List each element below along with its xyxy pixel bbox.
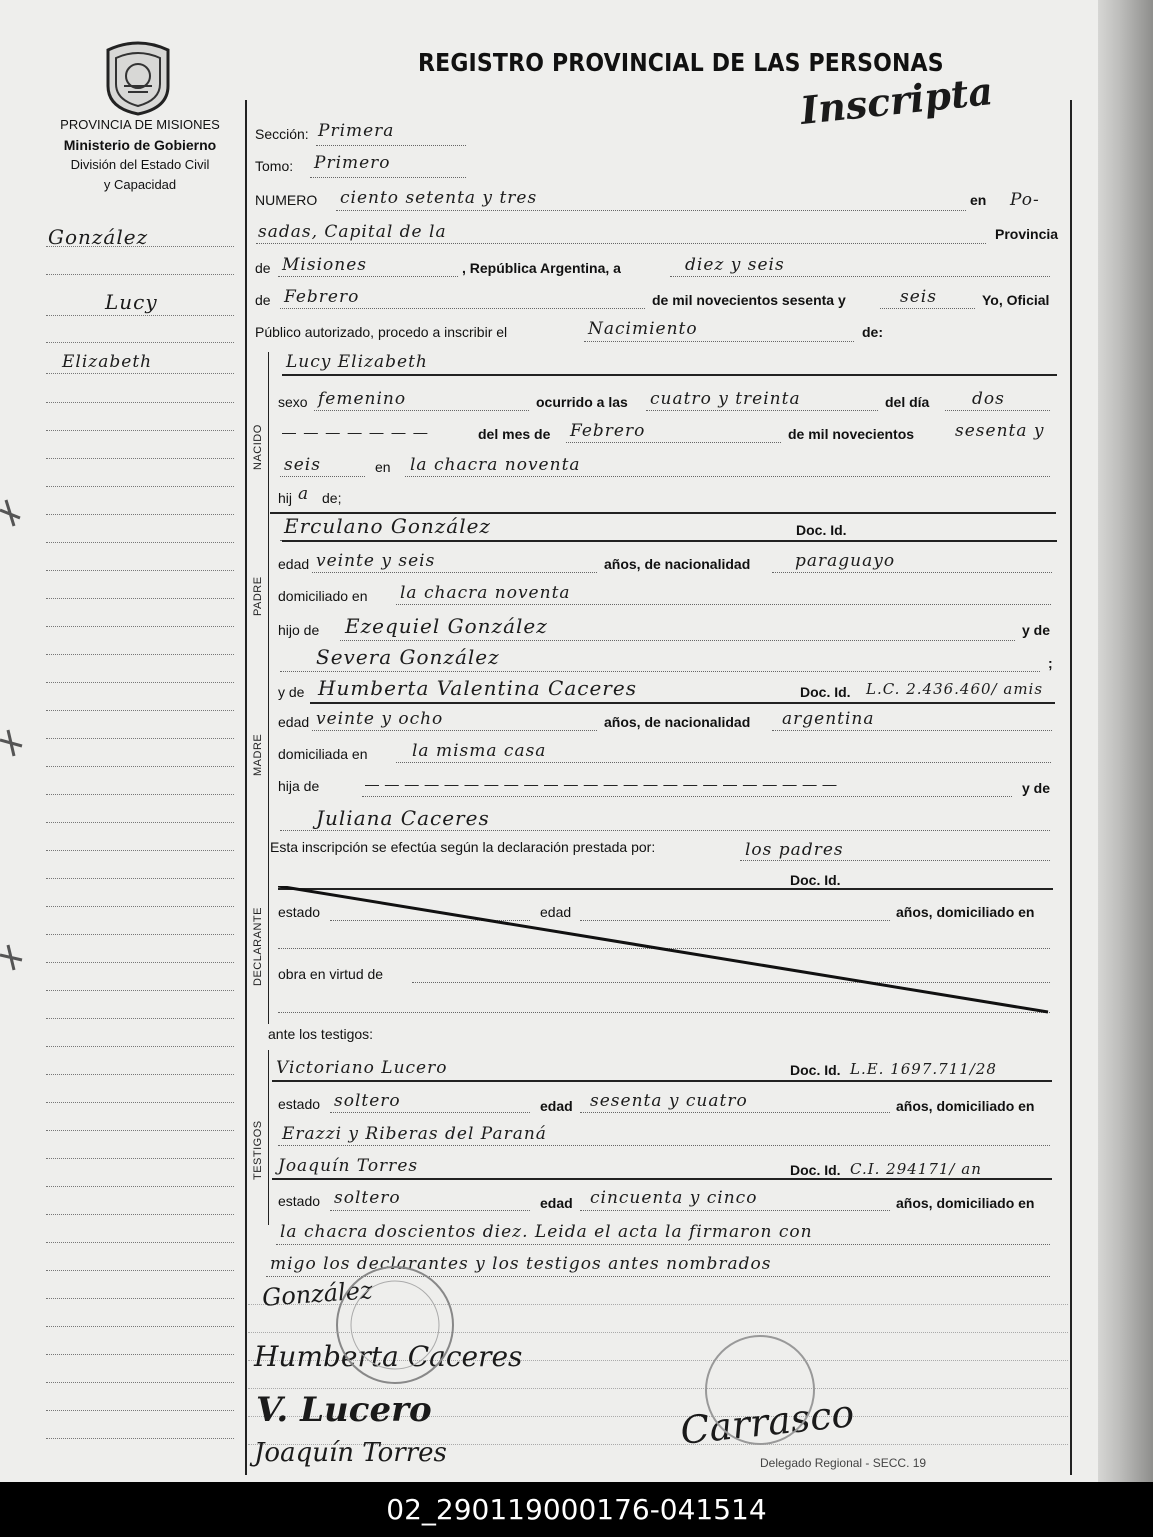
en-continuation-value: sadas, Capital de la xyxy=(258,222,447,242)
de-label: de xyxy=(255,260,271,276)
en-lugar-label: en xyxy=(375,459,391,475)
madre-nac-label: años, de nacionalidad xyxy=(604,714,751,730)
hora-value: cuatro y treinta xyxy=(650,389,801,409)
padre-hijo-de-label: hijo de xyxy=(278,622,320,638)
right-border xyxy=(1070,100,1072,1475)
signature-oficial: Carrasco xyxy=(678,1391,857,1453)
signature-humberta-caceres: Humberta Caceres xyxy=(254,1340,523,1373)
anio-acta-value: seis xyxy=(900,287,937,307)
provincia-value: Misiones xyxy=(282,255,367,275)
lugar-nacido-value: la chacra noventa xyxy=(410,455,581,475)
cancel-slash-line xyxy=(278,886,1053,1016)
madre-nombre: Humberta Valentina Caceres xyxy=(318,676,637,700)
madre-doc-label: Doc. Id. xyxy=(800,684,851,700)
official-stamp-icon xyxy=(330,1260,460,1390)
yo-oficial-label: Yo, Oficial xyxy=(982,292,1050,308)
testigo-2-estado: soltero xyxy=(334,1188,401,1208)
testigo-2-doc: C.I. 294171/ an xyxy=(850,1160,982,1178)
testigo-1-nombre: Victoriano Lucero xyxy=(276,1058,448,1078)
en-start-value: Po- xyxy=(1010,190,1040,210)
padre-domicilio: la chacra noventa xyxy=(400,583,571,603)
testigo-2-domicilio-1: la chacra doscientos diez. Leida el acta la firmaron con xyxy=(280,1222,813,1242)
dia-dashes: — — — — — — — xyxy=(282,424,430,440)
nombre-value: Lucy Elizabeth xyxy=(286,352,428,372)
testigo-2-edad: cincuenta y cinco xyxy=(590,1188,758,1208)
dia-acta-value: diez y seis xyxy=(685,255,785,275)
testigo-1-edad-label: edad xyxy=(540,1098,573,1114)
section-testigos: TESTIGOS xyxy=(252,1120,264,1180)
en-label: en xyxy=(970,192,987,208)
numero-label: NUMERO xyxy=(255,192,318,208)
declarante-obra-label: obra en virtud de xyxy=(278,966,384,982)
section-madre: MADRE xyxy=(252,733,264,776)
hij-label: hij xyxy=(278,490,293,506)
seccion-label: Sección: xyxy=(255,126,309,142)
testigo-1-estado: soltero xyxy=(334,1091,401,1111)
padre-madre: Severa González xyxy=(316,645,500,669)
official-stamp-2-icon xyxy=(700,1330,820,1450)
tomo-label: Tomo: xyxy=(255,158,294,174)
footer-id-bar: 02_290119000176-041514 xyxy=(0,1482,1153,1537)
signature-gonzalez: González xyxy=(261,1276,374,1312)
padre-padre: Ezequiel González xyxy=(345,614,548,638)
madre-y-de-label: y de xyxy=(278,684,305,700)
testigo-1-edad: sesenta y cuatro xyxy=(590,1091,748,1111)
padre-edad-value: veinte y seis xyxy=(316,551,436,571)
declarante-anos-label: años, domiciliado en xyxy=(896,904,1035,920)
issuer-block xyxy=(30,115,250,195)
testigo-1-doc: L.E. 1697.711/28 xyxy=(850,1060,997,1078)
hij-de-label: de; xyxy=(322,490,342,506)
delegado-stamp-text: Delegado Regional - SECC. 19 xyxy=(760,1456,927,1470)
section-nacido: NACIDO xyxy=(252,424,264,470)
inscripta-annotation: Inscripta xyxy=(798,68,995,133)
padre-semicolon: ; xyxy=(1048,655,1053,671)
mes-value: Febrero xyxy=(570,421,646,441)
provincia-label: Provincia xyxy=(995,226,1059,242)
testigo-2-anos-label: años, domiciliado en xyxy=(896,1195,1035,1211)
testigo-1-domicilio: Erazzi y Riberas del Paraná xyxy=(282,1124,547,1144)
madre-nacionalidad: argentina xyxy=(782,709,875,729)
madre-domicilio: la misma casa xyxy=(412,741,547,761)
mes-acta-value: Febrero xyxy=(284,287,360,307)
del-mes-label: del mes de xyxy=(478,426,551,442)
testigo-1-doc-label: Doc. Id. xyxy=(790,1062,841,1078)
declarante-doc-label: Doc. Id. xyxy=(790,872,841,888)
tipo-value: Nacimiento xyxy=(588,319,698,339)
provincial-seal-icon xyxy=(100,36,176,116)
binding-stitch-icon xyxy=(0,490,30,990)
sexo-label: sexo xyxy=(278,394,308,410)
madre-y-de-2-label: y de xyxy=(1022,780,1051,796)
numero-value: ciento setenta y tres xyxy=(340,188,538,208)
padre-doc-label: Doc. Id. xyxy=(796,522,847,538)
ocurrido-label: ocurrido a las xyxy=(536,394,628,410)
ministry-label: Ministerio de Gobierno xyxy=(63,137,217,153)
sexo-value: femenino xyxy=(318,389,407,409)
signature-torres: Joaquín Torres xyxy=(254,1438,447,1468)
padre-dom-label: domiciliado en xyxy=(278,588,368,604)
testigo-1-anos-label: años, domiciliado en xyxy=(896,1098,1035,1114)
margin-divider xyxy=(245,100,247,1475)
dia-value: dos xyxy=(972,389,1005,409)
esta-inscripcion-label: Esta inscripción se efectúa según la declaración prestada por: xyxy=(270,839,656,855)
padre-edad-label: edad xyxy=(278,556,310,572)
testigo-2-domicilio-2: migo los declarantes y los testigos antes nombrados xyxy=(270,1254,772,1274)
declarante-estado-label: estado xyxy=(278,904,321,920)
testigo-2-doc-label: Doc. Id. xyxy=(790,1162,841,1178)
capacity-label: y Capacidad xyxy=(103,177,177,192)
next-page-edge xyxy=(1098,0,1153,1482)
republica-label: , República Argentina, a xyxy=(462,260,621,276)
signature-lucero: V. Lucero xyxy=(256,1390,432,1430)
seccion-value: Primera xyxy=(318,121,395,141)
padre-nac-label: años, de nacionalidad xyxy=(604,556,751,572)
de-mil-nov-label: de mil novecientos xyxy=(788,426,915,442)
section-padre: PADRE xyxy=(252,576,264,616)
anio-label: de mil novecientos sesenta y xyxy=(652,292,846,308)
margin-name-2: Elizabeth xyxy=(62,352,153,372)
madre-dom-label: domiciliada en xyxy=(278,746,368,762)
margin-surname: González xyxy=(48,225,149,249)
margin-name-1: Lucy xyxy=(105,290,158,314)
padre-nombre: Erculano González xyxy=(284,514,491,538)
madre-edad-value: veinte y ocho xyxy=(316,709,444,729)
padre-y-de-label: y de xyxy=(1022,622,1051,638)
madre-doc-value: L.C. 2.436.460/ amis xyxy=(866,680,1044,698)
tomo-value: Primero xyxy=(314,153,391,173)
testigo-1-estado-label: estado xyxy=(278,1096,321,1112)
declarante-edad-label: edad xyxy=(540,904,572,920)
testigo-2-edad-label: edad xyxy=(540,1195,573,1211)
province-label: PROVINCIA DE MISIONES xyxy=(60,117,220,132)
section-declarante: DECLARANTE xyxy=(252,907,264,986)
testigo-2-nombre: Joaquín Torres xyxy=(278,1156,419,1176)
madre-edad-label: edad xyxy=(278,714,310,730)
padre-nacionalidad: paraguayo xyxy=(795,551,896,571)
section-divider xyxy=(268,352,269,1024)
de-colon-label: de: xyxy=(862,324,883,340)
publico-label: Público autorizado, procedo a inscribir el xyxy=(255,324,508,340)
de2-label: de xyxy=(255,292,271,308)
madre-hija-de-label: hija de xyxy=(278,778,320,794)
madre-padre-dashes: — — — — — — — — — — — — — — — — — — — — — — — — xyxy=(365,776,838,792)
section-divider-testigos xyxy=(268,1050,269,1225)
anio-1-value: sesenta y xyxy=(955,421,1045,441)
page-title: REGISTRO PROVINCIAL DE LAS PERSONAS xyxy=(418,48,944,77)
anio-2-value: seis xyxy=(284,455,321,475)
madre-madre: Juliana Caceres xyxy=(316,806,490,830)
del-dia-label: del día xyxy=(885,394,930,410)
declarante-por: los padres xyxy=(745,840,844,860)
division-label: División del Estado Civil xyxy=(70,157,210,172)
ante-testigos-label: ante los testigos: xyxy=(268,1026,374,1042)
testigo-2-estado-label: estado xyxy=(278,1193,321,1209)
hij-suffix: a xyxy=(298,484,310,504)
